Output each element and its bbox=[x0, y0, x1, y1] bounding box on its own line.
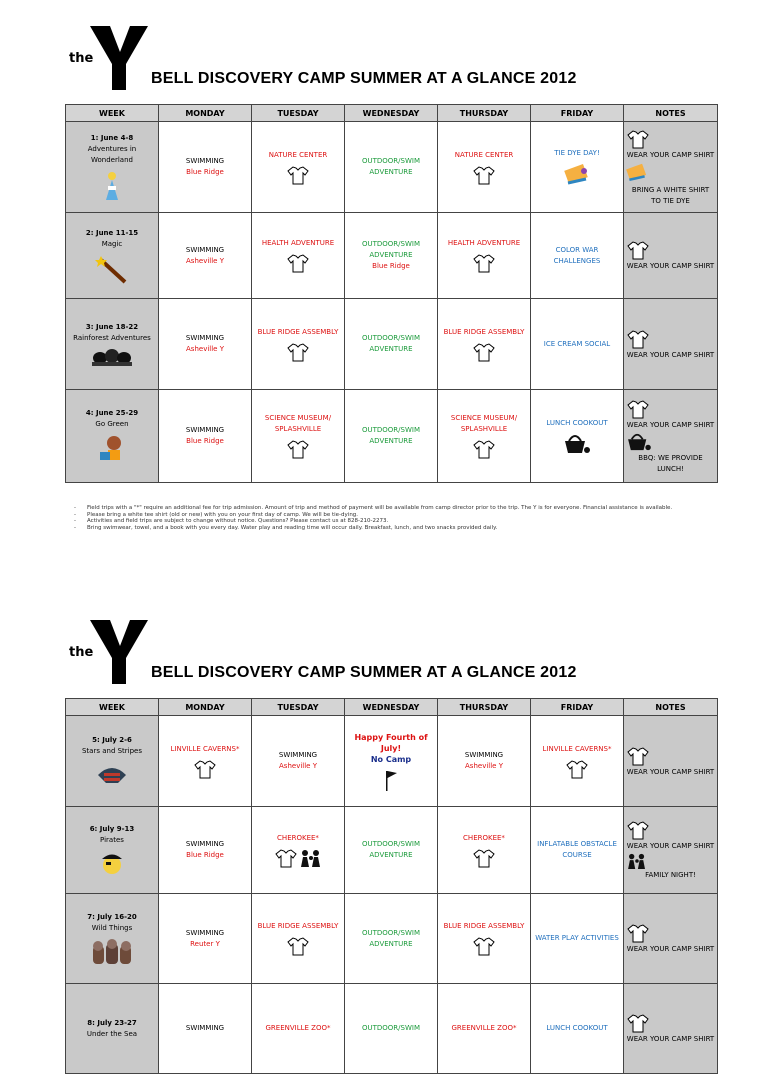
holiday-text: Happy Fourth of July! bbox=[354, 732, 428, 753]
activity-text: OUTDOOR/SWIM bbox=[361, 1024, 420, 1032]
activity-text: LUNCH COOKOUT bbox=[546, 418, 608, 427]
location-text: Blue Ridge bbox=[186, 851, 224, 859]
activity-text: SWIMMING bbox=[185, 840, 225, 848]
friday-cell bbox=[531, 122, 624, 213]
tshirt-icon bbox=[626, 820, 650, 840]
thursday-cell bbox=[438, 122, 531, 213]
activity-text: SWIMMING bbox=[185, 334, 225, 342]
activity-text: COLOR WAR CHALLENGES bbox=[553, 245, 601, 265]
notes-cell bbox=[624, 807, 718, 894]
week-cell bbox=[66, 390, 159, 483]
tshirt-icon bbox=[626, 1013, 650, 1033]
tshirt-icon bbox=[626, 329, 650, 349]
activity-text: SWIMMING bbox=[185, 1024, 225, 1032]
monday-cell bbox=[159, 213, 252, 299]
col-notes: NOTES bbox=[624, 105, 718, 122]
tshirt-icon bbox=[472, 439, 496, 459]
activity-text: SCIENCE MUSEUM/ SPLASHVILLE bbox=[450, 414, 518, 433]
location-text: Asheville Y bbox=[186, 345, 224, 353]
week-cell bbox=[66, 984, 159, 1074]
magic-wand-icon bbox=[95, 254, 129, 284]
wild-things-icon bbox=[92, 938, 132, 966]
activity-text: LUNCH COOKOUT bbox=[546, 1024, 608, 1032]
tie-dye-icon bbox=[626, 162, 648, 184]
schedule-table-2 bbox=[65, 698, 718, 1074]
schedule-table-1 bbox=[65, 104, 718, 483]
activity-text: WATER PLAY ACTIVITIES bbox=[535, 934, 619, 942]
friday-cell bbox=[531, 213, 624, 299]
no-camp-text: No Camp bbox=[370, 754, 412, 764]
footnote-item: - Activities and field trips are subject to change without notice. Questions? Please contact us at 828-210-2273. bbox=[74, 518, 694, 525]
location-text: Asheville Y bbox=[279, 762, 317, 770]
friday-cell bbox=[531, 299, 624, 390]
wednesday-cell bbox=[345, 716, 438, 807]
activity-text: BLUE RIDGE ASSEMBLY bbox=[257, 922, 339, 930]
footnote-item: - Bring swimwear, towel, and a book with you every day. Water play and reading time will occur daily. Breakfast, lunch, and two snacks provided daily. bbox=[74, 525, 694, 532]
col-thursday: THURSDAY bbox=[438, 105, 531, 122]
logo-text: the bbox=[69, 645, 94, 660]
wednesday-cell bbox=[345, 984, 438, 1074]
rainforest-icon bbox=[92, 348, 132, 366]
tshirt-icon bbox=[626, 923, 650, 943]
week-theme: Go Green bbox=[95, 420, 129, 428]
tshirt-icon bbox=[286, 439, 310, 459]
monday-cell bbox=[159, 807, 252, 894]
activity-text: ICE CREAM SOCIAL bbox=[543, 339, 611, 348]
table-row bbox=[66, 894, 718, 984]
tuesday-cell bbox=[252, 122, 345, 213]
activity-text: SWIMMING bbox=[464, 751, 504, 759]
week-cell bbox=[66, 122, 159, 213]
eagle-flag-icon bbox=[96, 761, 128, 787]
picnic-basket-icon bbox=[563, 433, 591, 455]
activity-text: OUTDOOR/SWIM ADVENTURE bbox=[361, 928, 420, 948]
thursday-cell bbox=[438, 213, 531, 299]
monday-cell bbox=[159, 984, 252, 1074]
col-friday: FRIDAY bbox=[531, 105, 624, 122]
week-label: 4: June 25-29 bbox=[85, 409, 139, 417]
col-tuesday: TUESDAY bbox=[252, 699, 345, 716]
note-text: WEAR YOUR CAMP SHIRT bbox=[626, 1035, 715, 1043]
family-icon bbox=[300, 849, 322, 867]
activity-text: BLUE RIDGE ASSEMBLY bbox=[257, 327, 339, 336]
tshirt-icon bbox=[472, 253, 496, 273]
notes-cell bbox=[624, 984, 718, 1074]
activity-text: OUTDOOR/SWIM ADVENTURE bbox=[361, 157, 420, 176]
activity-text: SWIMMING bbox=[185, 928, 225, 937]
col-friday: FRIDAY bbox=[531, 699, 624, 716]
week-cell bbox=[66, 716, 159, 807]
alice-icon bbox=[101, 170, 123, 202]
activity-text: LINVILLE CAVERNS* bbox=[170, 744, 240, 753]
col-notes: NOTES bbox=[624, 699, 718, 716]
activity-text: NATURE CENTER bbox=[454, 150, 514, 159]
logo-text: the bbox=[69, 51, 94, 66]
tshirt-icon bbox=[274, 848, 298, 868]
tshirt-icon bbox=[626, 399, 650, 419]
week-label: 7: July 16-20 bbox=[87, 912, 137, 921]
col-wednesday: WEDNESDAY bbox=[345, 105, 438, 122]
notes-cell bbox=[624, 213, 718, 299]
activity-text: HEALTH ADVENTURE bbox=[447, 239, 521, 247]
table-row bbox=[66, 984, 718, 1074]
col-monday: MONDAY bbox=[159, 699, 252, 716]
notes-cell bbox=[624, 894, 718, 984]
friday-cell bbox=[531, 984, 624, 1074]
friday-cell bbox=[531, 716, 624, 807]
week-theme: Pirates bbox=[100, 836, 124, 844]
week-label: 6: July 9-13 bbox=[89, 825, 135, 833]
wednesday-cell bbox=[345, 122, 438, 213]
col-week: WEEK bbox=[66, 105, 159, 122]
table-header-row bbox=[66, 699, 718, 716]
tuesday-cell bbox=[252, 807, 345, 894]
tshirt-icon bbox=[472, 165, 496, 185]
activity-text: SWIMMING bbox=[185, 245, 225, 254]
tuesday-cell bbox=[252, 299, 345, 390]
activity-text: INFLATABLE OBSTACLE COURSE bbox=[537, 840, 617, 859]
week-theme: Wild Things bbox=[91, 923, 133, 932]
activity-text: NATURE CENTER bbox=[268, 150, 328, 159]
col-wednesday: WEDNESDAY bbox=[345, 699, 438, 716]
friday-cell bbox=[531, 807, 624, 894]
thursday-cell bbox=[438, 894, 531, 984]
wednesday-cell bbox=[345, 807, 438, 894]
ymca-logo bbox=[64, 620, 154, 684]
icon-group bbox=[254, 848, 342, 868]
tshirt-icon bbox=[193, 759, 217, 779]
table-row bbox=[66, 390, 718, 483]
tuesday-cell bbox=[252, 716, 345, 807]
activity-text: OUTDOOR/SWIM ADVENTURE bbox=[361, 840, 420, 859]
location-text: Asheville Y bbox=[186, 256, 224, 265]
notes-cell bbox=[624, 299, 718, 390]
col-week: WEEK bbox=[66, 699, 159, 716]
activity-text: CHEROKEE* bbox=[463, 833, 505, 842]
week-theme: Magic bbox=[101, 239, 123, 248]
note-text: WEAR YOUR CAMP SHIRT bbox=[626, 150, 715, 159]
week-theme: Under the Sea bbox=[86, 1029, 138, 1038]
thursday-cell bbox=[438, 299, 531, 390]
monday-cell bbox=[159, 894, 252, 984]
tshirt-icon bbox=[286, 253, 310, 273]
col-thursday: THURSDAY bbox=[438, 699, 531, 716]
activity-text: SWIMMING bbox=[185, 426, 225, 434]
note-text: WEAR YOUR CAMP SHIRT bbox=[626, 842, 715, 850]
week-label: 5: July 2-6 bbox=[92, 736, 132, 744]
activity-text: OUTDOOR/SWIM ADVENTURE bbox=[361, 240, 420, 259]
week-label: 1: June 4-8 bbox=[90, 133, 134, 142]
tuesday-cell bbox=[252, 213, 345, 299]
tshirt-icon bbox=[286, 342, 310, 362]
monday-cell bbox=[159, 716, 252, 807]
tshirt-icon bbox=[472, 342, 496, 362]
tshirt-icon bbox=[565, 759, 589, 779]
footnotes bbox=[74, 505, 694, 531]
page-title: BELL DISCOVERY CAMP SUMMER AT A GLANCE 2012 bbox=[151, 664, 577, 681]
tshirt-icon bbox=[626, 129, 650, 149]
y-logo-icon bbox=[90, 620, 148, 684]
monday-cell bbox=[159, 299, 252, 390]
col-monday: MONDAY bbox=[159, 105, 252, 122]
week-cell bbox=[66, 299, 159, 390]
thursday-cell bbox=[438, 716, 531, 807]
week-label: 3: June 18-22 bbox=[85, 323, 139, 331]
note-text: BBQ: WE PROVIDE LUNCH! bbox=[638, 453, 703, 473]
activity-text: OUTDOOR/SWIM ADVENTURE bbox=[361, 334, 420, 353]
activity-text: GREENVILLE ZOO* bbox=[265, 1024, 331, 1032]
monday-cell bbox=[159, 122, 252, 213]
tuesday-cell bbox=[252, 894, 345, 984]
note-text: WEAR YOUR CAMP SHIRT bbox=[626, 420, 715, 429]
monday-cell bbox=[159, 390, 252, 483]
activity-text: SWIMMING bbox=[185, 157, 225, 165]
note-text: WEAR YOUR CAMP SHIRT bbox=[626, 945, 715, 953]
table-row bbox=[66, 716, 718, 807]
col-tuesday: TUESDAY bbox=[252, 105, 345, 122]
tshirt-icon bbox=[626, 746, 650, 766]
friday-cell bbox=[531, 390, 624, 483]
thursday-cell bbox=[438, 390, 531, 483]
location-text: Blue Ridge bbox=[372, 262, 410, 270]
y-logo-icon bbox=[90, 26, 148, 90]
week-label: 8: July 23-27 bbox=[87, 1018, 137, 1027]
location-text: Reuter Y bbox=[190, 939, 220, 948]
footnote-item: - Please bring a white tee shirt (old or new) with you on your first day of camp. We will be tie-dying. bbox=[74, 512, 694, 519]
activity-text: HEALTH ADVENTURE bbox=[261, 239, 335, 247]
family-icon bbox=[626, 853, 648, 869]
week-theme: Rainforest Adventures bbox=[73, 334, 151, 342]
activity-text: GREENVILLE ZOO* bbox=[451, 1024, 517, 1032]
note-text: WEAR YOUR CAMP SHIRT bbox=[626, 350, 715, 359]
activity-text: OUTDOOR/SWIM ADVENTURE bbox=[361, 426, 420, 445]
location-text: Asheville Y bbox=[465, 762, 503, 770]
note-text: BRING A WHITE SHIRT TO TIE DYE bbox=[631, 185, 710, 205]
week-theme: Stars and Stripes bbox=[81, 747, 143, 755]
activity-text: SWIMMING bbox=[278, 751, 318, 759]
activity-text: CHEROKEE* bbox=[277, 833, 319, 842]
flag-icon bbox=[383, 769, 399, 791]
tshirt-icon bbox=[286, 936, 310, 956]
tshirt-icon bbox=[626, 240, 650, 260]
wednesday-cell bbox=[345, 894, 438, 984]
activity-text: SCIENCE MUSEUM/ SPLASHVILLE bbox=[264, 414, 332, 433]
page-title: BELL DISCOVERY CAMP SUMMER AT A GLANCE 2012 bbox=[151, 70, 577, 87]
note-text: WEAR YOUR CAMP SHIRT bbox=[626, 767, 715, 776]
recycling-kid-icon bbox=[98, 434, 126, 464]
note-text: FAMILY NIGHT! bbox=[645, 871, 696, 879]
wednesday-cell bbox=[345, 213, 438, 299]
week-cell bbox=[66, 807, 159, 894]
note-text: WEAR YOUR CAMP SHIRT bbox=[626, 262, 715, 270]
activity-text: BLUE RIDGE ASSEMBLY bbox=[443, 922, 525, 930]
footnote-item: - Field trips with a "*" require an additional fee for trip admission. Amount of trip and method of payment will be available from camp director prior to the trip. The Y is for everyone. Financial assistance is available. bbox=[74, 505, 694, 512]
notes-cell bbox=[624, 716, 718, 807]
tuesday-cell bbox=[252, 984, 345, 1074]
tshirt-icon bbox=[472, 936, 496, 956]
activity-text: TIE DYE DAY! bbox=[554, 148, 600, 157]
week-theme: Adventures in Wonderland bbox=[87, 144, 137, 164]
tie-dye-icon bbox=[564, 163, 590, 187]
location-text: Blue Ridge bbox=[186, 168, 224, 176]
week-cell bbox=[66, 213, 159, 299]
wednesday-cell bbox=[345, 299, 438, 390]
week-label: 2: June 11-15 bbox=[85, 228, 139, 237]
table-row bbox=[66, 122, 718, 213]
table-row bbox=[66, 299, 718, 390]
ymca-logo bbox=[64, 26, 154, 90]
thursday-cell bbox=[438, 984, 531, 1074]
friday-cell bbox=[531, 894, 624, 984]
activity-text: LINVILLE CAVERNS* bbox=[542, 744, 612, 753]
picnic-basket-icon bbox=[626, 432, 652, 452]
location-text: Blue Ridge bbox=[186, 437, 224, 445]
table-header-row bbox=[66, 105, 718, 122]
thursday-cell bbox=[438, 807, 531, 894]
wednesday-cell bbox=[345, 390, 438, 483]
pirate-icon bbox=[99, 850, 125, 876]
tuesday-cell bbox=[252, 390, 345, 483]
tshirt-icon bbox=[286, 165, 310, 185]
table-row bbox=[66, 807, 718, 894]
tshirt-icon bbox=[472, 848, 496, 868]
notes-cell bbox=[624, 122, 718, 213]
notes-cell bbox=[624, 390, 718, 483]
week-cell bbox=[66, 894, 159, 984]
activity-text: BLUE RIDGE ASSEMBLY bbox=[443, 327, 525, 336]
table-row bbox=[66, 213, 718, 299]
